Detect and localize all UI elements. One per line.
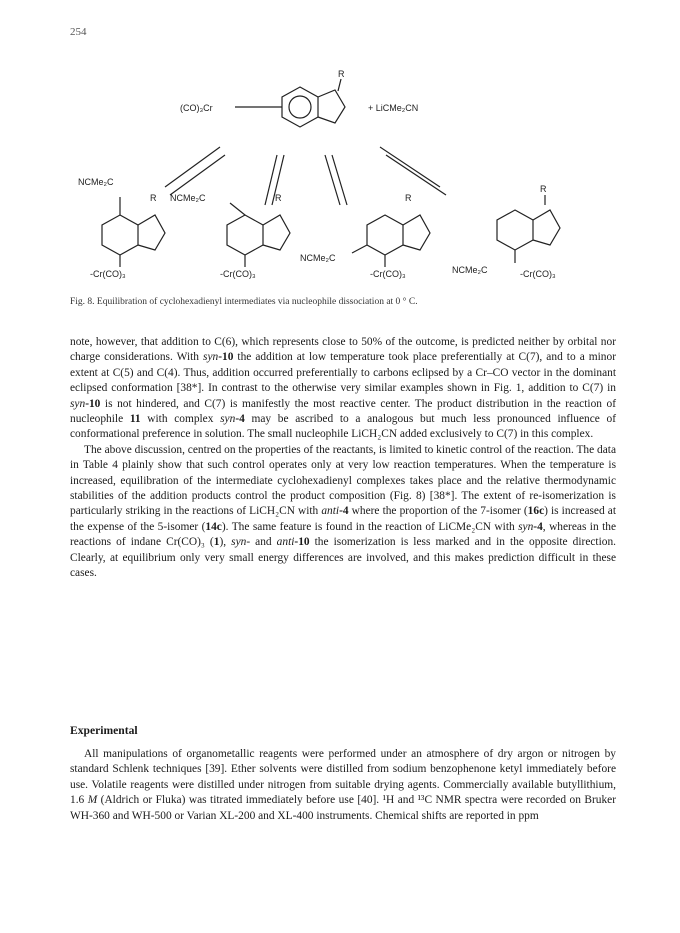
r-label-4: R (540, 184, 547, 194)
experimental-paragraph: All manipulations of organometallic reagents were performed under an atmosphere of dry argon or nitrogen by standard Schlenk techniques [39]. Ether solvents were distilled from sodium benzophenone ketyl immediately before use. Volatile reagents were distilled under nitrogen from suitable drying agents. Commercially available butyllithium, 1.6 M (Aldrich or Fluka) was titrated immediately before use [40]. ¹H and ¹³C NMR spectra were recorded on Bruker WH-360 and WH-500 or Varian XL-200 and XL-400 instruments. Chemical shifts are reported in ppm (70, 748, 616, 822)
cr-label: (CO)₃Cr (180, 103, 213, 113)
r-label-1: R (150, 193, 157, 203)
r-label-top: R (338, 69, 345, 79)
cr-fragment-4: -Cr(CO)₃ (520, 269, 556, 279)
scheme-drawing (70, 55, 630, 285)
paragraph-2: The above discussion, centred on the properties of the reactants, is limited to kinetic control of the reaction. The data in Table 4 plainly show that such control operates only at very low reaction temperatures. When the temperature is increased, equilibration of the intermediate cyclohexadienyl complexes takes place and the relative thermodynamic stabilities of the addition products control the product composition (Fig. 8) [38*]. The extent of re-isomerization is particularly striking in the reactions of LiCH₂CN with anti-4 where the proportion of the 7-isomer (16c) is increased at the expense of the 5-isomer (14c). The same feature is found in the reaction of LiCMe₂CN with syn-4, whereas in the reactions of indane Cr(CO)₃ (1), syn- and anti-10 the isomerization is less marked and in the opposite direction. Clearly, at equilibrium only very small energy differences are involved, and this makes prediction difficult in these cases. (70, 443, 616, 580)
nucleophile-label-1: NCMe₂C (78, 177, 114, 187)
equilibrium-scheme (70, 55, 630, 285)
product-ring-1 (102, 215, 138, 255)
experimental-heading: Experimental (70, 724, 138, 737)
r-label-2: R (275, 193, 282, 203)
cr-fragment-3: -Cr(CO)₃ (370, 269, 406, 279)
paragraph-1: note, however, that addition to C(6), which represents close to 50% of the outcome, is predicted neither by orbital nor charge considerations. With syn-10 the addition at low temperature took place preferentially at C(7), and to a minor extent at C(5) and C(4). Thus, addition occurred preferentially to carbons eclipsed by a Cr–CO vector in the dominant eclipsed conformation [38*]. In contrast to the otherwise very similar examples shown in Fig. 1, addition to C(7) in syn-10 is not hindered, and C(7) is manifestly the most reactive center. The product distribution in the reaction of nucleophile 11 with complex syn-4 may be ascribed to a analogous but much less pronounced influence of conformational preference in solution. The small nucleophile LiCH₂CN added exclusively to C(7) in this complex. (70, 336, 616, 441)
product-ring-4 (497, 210, 533, 250)
r-label-3: R (405, 193, 412, 203)
nucleophile-label-4: NCMe₂C (452, 265, 488, 275)
body-text (70, 335, 616, 582)
reagent-label: + LiCMe₂CN (368, 103, 419, 113)
page-number: 254 (70, 26, 87, 38)
cr-fragment-1: -Cr(CO)₃ (90, 269, 126, 279)
product-ring-2 (227, 215, 263, 255)
figure-caption: Fig. 8. Equilibration of cyclohexadienyl intermediates via nucleophile dissociation at 0 ° C. (70, 297, 418, 307)
nucleophile-label-3: NCMe₂C (300, 253, 336, 263)
experimental-text (70, 747, 616, 824)
top-arene-ring (282, 87, 318, 127)
product-ring-3 (367, 215, 403, 255)
nucleophile-label-2: NCMe₂C (170, 193, 206, 203)
cr-fragment-2: -Cr(CO)₃ (220, 269, 256, 279)
